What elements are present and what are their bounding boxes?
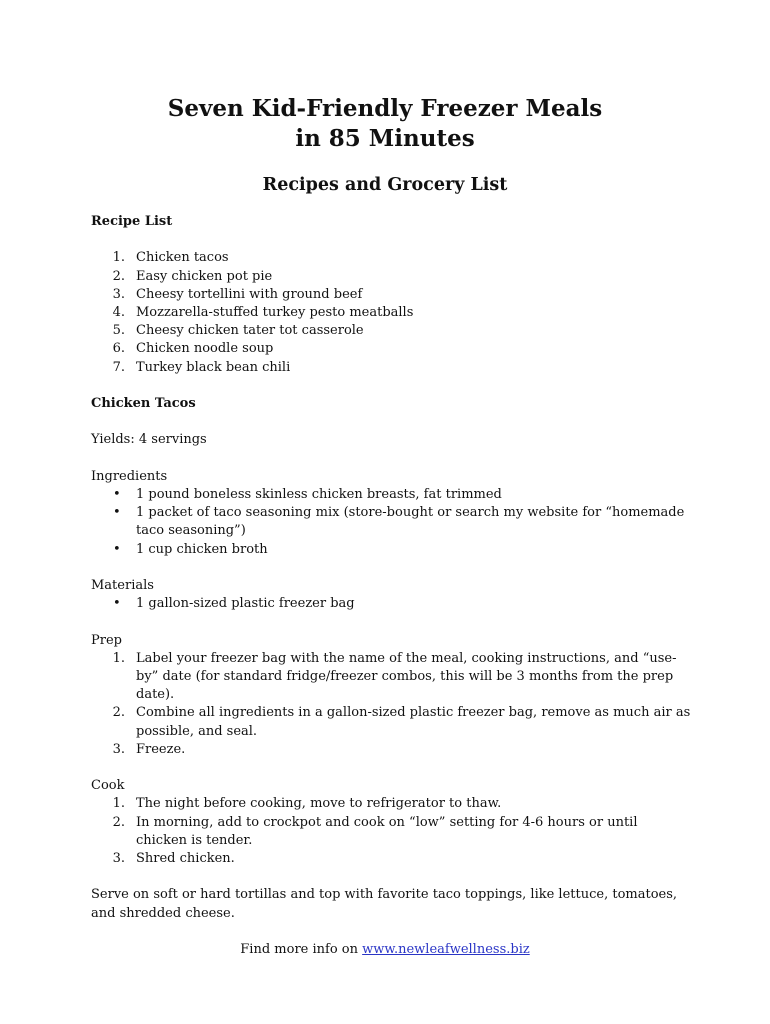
recipe-list-heading: Recipe List — [91, 214, 173, 229]
recipe-list — [91, 249, 691, 376]
website-link[interactable]: www.newleafwellness.biz — [362, 942, 530, 957]
prep-steps — [91, 650, 691, 759]
ingredients-label: Ingredients — [91, 468, 168, 484]
footer-text: Find more info on — [240, 942, 363, 957]
prep-step: 3. Freeze. — [112, 741, 186, 757]
materials-label: Materials — [91, 577, 154, 593]
prep-label: Prep — [91, 632, 122, 648]
title-line-2: in 85 Minutes — [295, 125, 475, 152]
document-body — [91, 213, 691, 923]
ingredient-item: • 1 packet of taco seasoning mix (store-bought or search my website for “homemade taco seasoning”) — [113, 505, 685, 539]
title-line-1: Seven Kid-Friendly Freezer Meals — [167, 95, 603, 122]
recipe-list-item: 2. Easy chicken pot pie — [112, 268, 273, 284]
recipe-list-item: 4. Mozzarella-stuffed turkey pesto meatballs — [112, 305, 414, 320]
recipe-heading: Chicken Tacos — [91, 396, 196, 411]
cook-label: Cook — [91, 778, 125, 794]
serving-note: Serve on soft or hard tortillas and top with favorite taco toppings, like lettuce, tomatoes, and shredded cheese. — [91, 887, 678, 921]
recipe-list-item: 1. Chicken tacos — [112, 250, 229, 266]
recipe-list-item: 6. Chicken noodle soup — [112, 341, 274, 357]
recipe-yields: Yields: 4 servings — [91, 432, 207, 448]
material-item: • 1 gallon-sized plastic freezer bag — [113, 596, 355, 612]
materials-list — [91, 595, 691, 613]
ingredient-item: • 1 cup chicken broth — [113, 541, 268, 557]
prep-step: 1. Label your freezer bag with the name of the meal, cooking instructions, and “use-by” date (for standard fridge/freezer combos, this will be 3 months from the prep date). — [112, 650, 677, 703]
page-title — [0, 94, 770, 154]
prep-step: 2. Combine all ingredients in a gallon-sized plastic freezer bag, remove as much air as possible, and seal. — [112, 705, 691, 739]
recipe-list-item: 3. Cheesy tortellini with ground beef — [112, 286, 363, 302]
recipe-list-item: 5. Cheesy chicken tater tot casserole — [112, 323, 364, 339]
ingredients-list — [91, 486, 691, 559]
page-subtitle: Recipes and Grocery List — [262, 175, 508, 195]
footer — [0, 941, 770, 959]
cook-step: 2. In morning, add to crockpot and cook on “low” setting for 4-6 hours or until chicken is tender. — [112, 814, 638, 848]
cook-step: 1. The night before cooking, move to refrigerator to thaw. — [112, 796, 502, 812]
ingredient-item: • 1 pound boneless skinless chicken breasts, fat trimmed — [113, 486, 502, 502]
cook-steps — [91, 795, 691, 868]
cook-step: 3. Shred chicken. — [112, 851, 235, 866]
recipe-list-item: 7. Turkey black bean chili — [112, 359, 291, 375]
